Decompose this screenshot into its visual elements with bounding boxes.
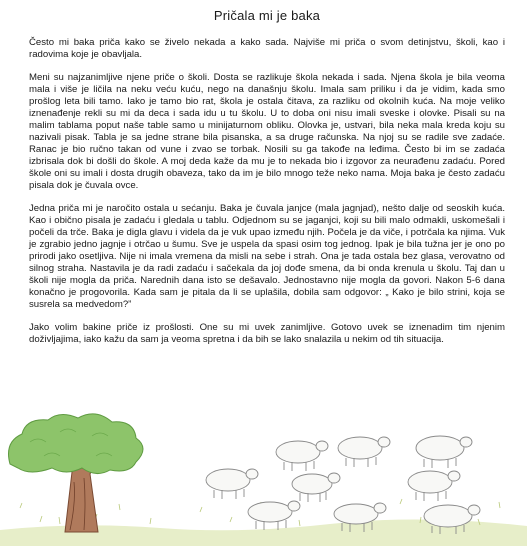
sheep-5: [292, 473, 340, 502]
sheep-flock: [206, 436, 480, 534]
document-title: Pričala mi je baka: [213, 8, 321, 23]
sheep-4: [206, 469, 258, 499]
paragraph-4: Jako volim bakine priče iz prošlosti. One su mi uvek zanimljive. Gotovo uvek se iznenadim tim njenim doživljajima, iako kažu da sam ja veoma spretna i da bih se lako snalazila u nekim od tih situacija.: [29, 322, 505, 345]
paragraph-1: Često mi baka priča kako se živelo nekada a kako sada. Najviše mi priča o svom detinjstvu, školi, kao i radovima koje je obavljala.: [29, 37, 505, 60]
tree: [9, 414, 144, 532]
paragraph-3: Jedna priča mi je naročito ostala u sećanju. Baka je čuvala janjce (mala jagnjad), nešto dalje od seoskih kuća. Kao i obično pisala je zadaću i gledala u tablu. Odjednom su se jaganjci, koji su bili malo odmakli, uskomešali i počeli da trče. Baka je digla glavu i videla da je vuk upao između njih. Počela je da viče, i potrčala ka njima. Vuk je zgrabio jedno jagnje i otrčao u šumu. Sve je uspela da spasi osim tog jednog. Ipak je bila tužna jer je ono po prirodi jako osetljiva. Nije ni imala vremena da misli na sebe i strah. Ona je tada ostala bez glasa, verovatno od silnog straha. Nastavila je da radi zadaću i sačekala da joj dođe smena, da bi onda krenula u školu. Taj dan u školi nije mogla da priča. Narednih dana isto se dešavalo. Jednostavno nije mogla da govori. Nakon 5-6 dana konačno je progovorila. Kada sam je pitala da li se uplašila, dobila sam odgovor: „ Kako je bilo strini, koja se susrela sa medvedom?”: [29, 203, 505, 310]
tree-and-sheep-drawing: [0, 412, 527, 546]
tree-crown: [9, 414, 144, 474]
sheep-6: [408, 471, 460, 501]
sheep-7: [248, 501, 300, 530]
paragraph-2: Meni su najzanimljive njene priče o školi. Dosta se razlikuje škola nekada i sada. Njena škola je bila veoma mala i više je ličila na neku veću kuću, nego na današnju školu. Imala sam priliku i da je vidim, kada smo prošlog leta bili tamo. Iako je tamo bio rat, škola je ostala čitava, za razliku od okolnih kuća. Na moje veliko iznenađenje rekli su mi da deca i sada idu u tu školu. U to doba oni nisu imali sveske i olovke. Pisali su na malim tablama poput naše table samo u minijaturnom obliku. Olovka je, ustvari, bila neka mala kreda koju su nazivali pisak. Tabla je sa jedne strane bila pisanska, a sa druge računska. Na njoj su se radile sve zadaće. Ranac je bio ručno takan od vune i zvao se torbak. Nosili su ga takođe na leđima. Često bi im se zadaća izbrisala dok bi došli do škole. A moj deda kaže da mu je to nekada bio i izgovor za neurađenu zadaću. Pored škole oni su imali i dosta drugih obaveza, tako da im je bilo mnogo teže neko nama. Moja baka je često zadaću pisala dok je čuvala ovce.: [29, 72, 505, 191]
sheep-3: [416, 436, 472, 468]
sheep-2: [338, 437, 390, 467]
sheep-1: [276, 441, 328, 471]
